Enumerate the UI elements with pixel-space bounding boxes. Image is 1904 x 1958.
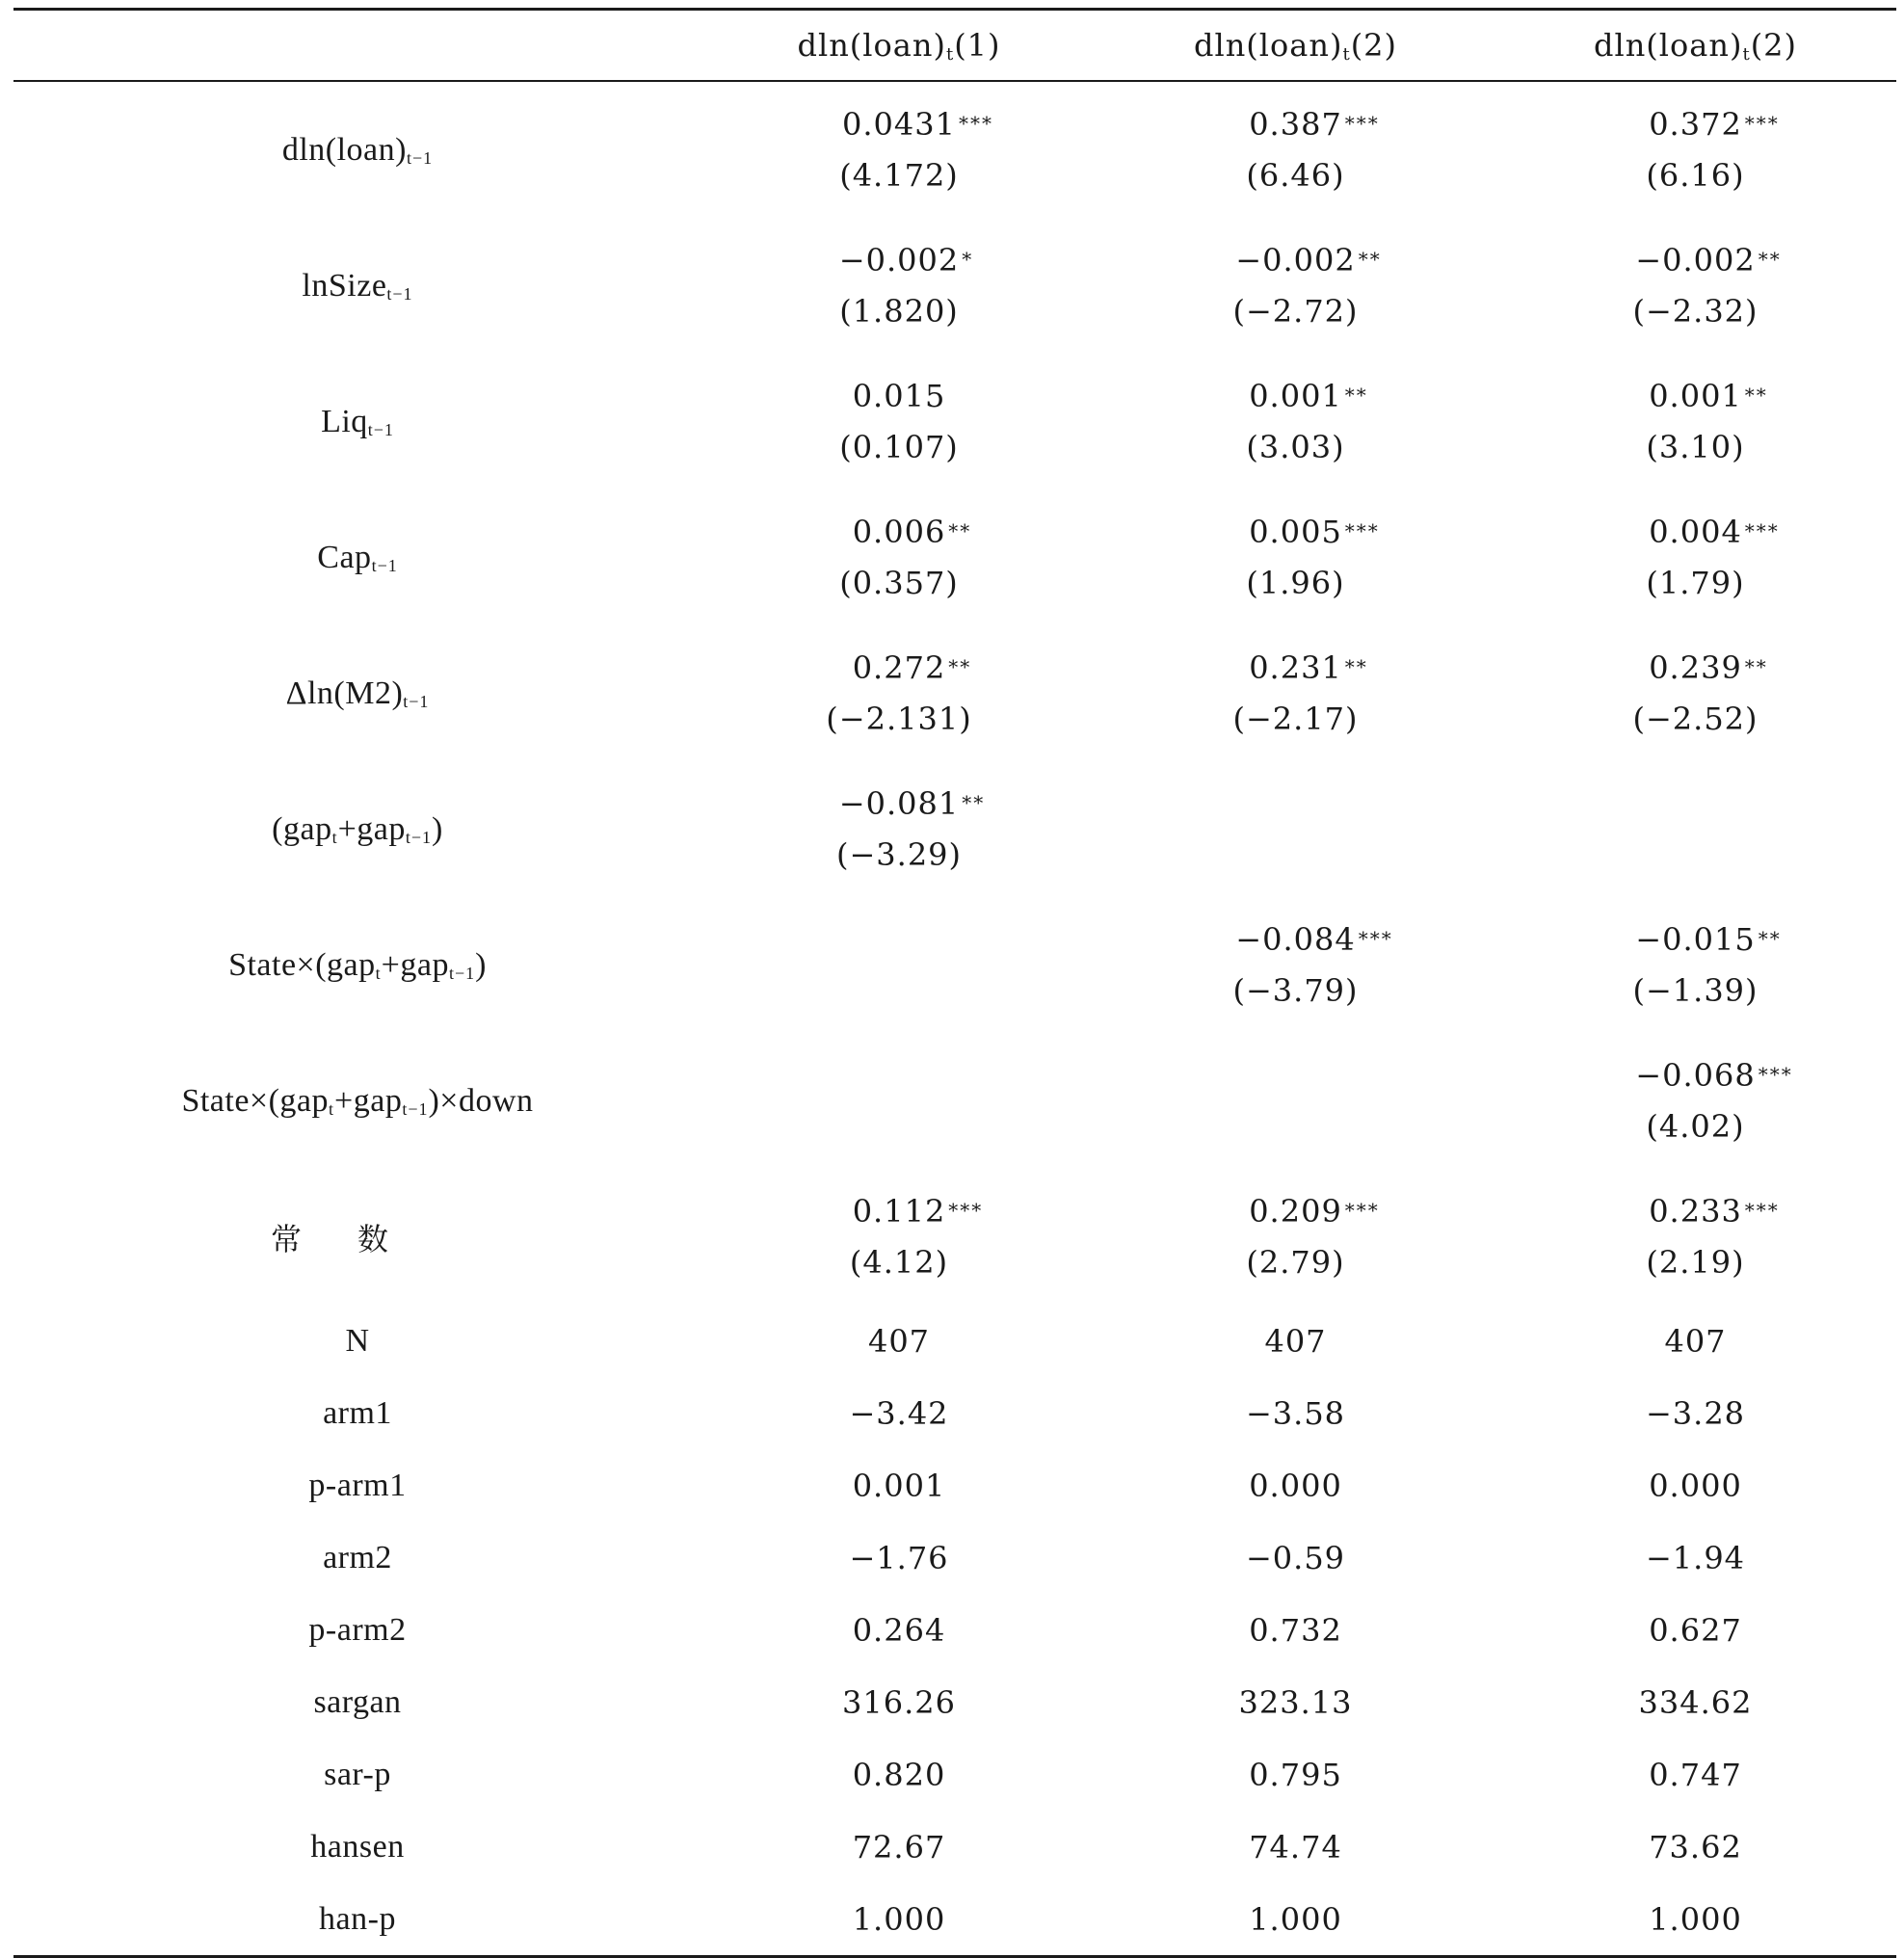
statistic-value: −1.94 bbox=[1645, 1539, 1746, 1576]
significance-stars: ** bbox=[1358, 247, 1382, 271]
statistic-value: 334.62 bbox=[1638, 1683, 1753, 1721]
header-blank bbox=[13, 11, 701, 80]
coefficient-holder bbox=[852, 648, 972, 686]
statistic-label: N bbox=[345, 1322, 370, 1359]
t-statistic: (−2.32) bbox=[1632, 292, 1759, 330]
significance-stars: * bbox=[962, 247, 974, 271]
coefficient-holder bbox=[1249, 377, 1368, 414]
row-label-text: )×down bbox=[428, 1082, 534, 1119]
statistic-label: arm1 bbox=[323, 1394, 392, 1431]
t-statistic: (−2.52) bbox=[1632, 700, 1759, 737]
coefficient-holder bbox=[1249, 1192, 1380, 1230]
row-label-subscript: t−1 bbox=[386, 283, 413, 304]
coefficient-holder bbox=[852, 1192, 984, 1230]
coefficient-cell bbox=[1494, 1033, 1896, 1169]
t-statistic: (0.107) bbox=[839, 428, 959, 465]
coefficient-value: −0.081 bbox=[838, 784, 960, 822]
coefficient-value: −0.002 bbox=[1635, 241, 1756, 278]
coefficient-cell bbox=[1494, 490, 1896, 625]
coefficient-holder bbox=[1635, 241, 1782, 278]
row-label-text: Δln(M2) bbox=[285, 675, 404, 711]
coefficient-value: −0.002 bbox=[838, 241, 960, 278]
t-statistic: (−2.17) bbox=[1232, 700, 1359, 737]
significance-stars: ** bbox=[1344, 383, 1368, 407]
t-statistic: (6.16) bbox=[1646, 156, 1745, 194]
results-table bbox=[13, 11, 1896, 80]
row-label-subscript: t bbox=[331, 827, 338, 847]
row-label-subscript: t bbox=[329, 1098, 335, 1119]
coefficient-cell bbox=[701, 218, 1097, 354]
statistic-value: 1.000 bbox=[1649, 1900, 1742, 1938]
regression-row bbox=[13, 82, 1896, 218]
significance-stars: ** bbox=[962, 790, 986, 814]
variable-label bbox=[13, 218, 701, 354]
statistic-row bbox=[13, 1811, 1896, 1883]
coefficient-value: 0.001 bbox=[1649, 377, 1742, 414]
statistic-row bbox=[13, 1883, 1896, 1955]
coefficient-cell bbox=[1494, 1169, 1896, 1305]
coefficient-cell bbox=[1494, 897, 1896, 1033]
statistic-value: 1.000 bbox=[1249, 1900, 1342, 1938]
coefficient-holder bbox=[842, 105, 993, 143]
regression-row bbox=[13, 354, 1896, 490]
statistic-value: −3.42 bbox=[849, 1394, 949, 1432]
header-row bbox=[13, 11, 1896, 80]
row-label-text: Liq bbox=[321, 403, 368, 439]
significance-stars: *** bbox=[1744, 1198, 1780, 1222]
t-statistic: (3.10) bbox=[1646, 428, 1745, 465]
row-label-subscript: t−1 bbox=[367, 419, 394, 439]
statistic-value: −3.58 bbox=[1245, 1394, 1346, 1432]
significance-stars: *** bbox=[1758, 1062, 1793, 1086]
coefficient-holder bbox=[1649, 377, 1768, 414]
statistic-value: 0.627 bbox=[1649, 1611, 1742, 1649]
significance-stars: *** bbox=[1744, 518, 1780, 542]
significance-stars: ** bbox=[948, 518, 972, 542]
coefficient-holder bbox=[1649, 648, 1768, 686]
row-label-text: State×(gap bbox=[181, 1082, 330, 1119]
coefficient-holder bbox=[1649, 513, 1780, 550]
statistic-value: 0.264 bbox=[852, 1611, 946, 1649]
t-statistic: (1.820) bbox=[839, 292, 959, 330]
statistic-row bbox=[13, 1738, 1896, 1811]
coefficient-cell bbox=[1097, 218, 1494, 354]
regression-row bbox=[13, 761, 1896, 897]
coefficient-cell bbox=[701, 354, 1097, 490]
row-label-subscript: t bbox=[375, 963, 382, 983]
t-statistic: (0.357) bbox=[839, 564, 959, 601]
coefficient-cell bbox=[1097, 490, 1494, 625]
variable-label bbox=[13, 897, 701, 1033]
coefficient-holder bbox=[1649, 105, 1780, 143]
statistic-value: 0.732 bbox=[1249, 1611, 1342, 1649]
coefficient-cell bbox=[1494, 354, 1896, 490]
regression-row bbox=[13, 1033, 1896, 1169]
significance-stars: *** bbox=[1358, 926, 1393, 950]
row-label-text: ) bbox=[432, 810, 443, 847]
coefficient-value: −0.084 bbox=[1235, 920, 1356, 958]
significance-stars: *** bbox=[958, 111, 993, 135]
row-label-text: 常数 bbox=[270, 1220, 444, 1257]
regression-row bbox=[13, 897, 1896, 1033]
significance-stars: ** bbox=[1744, 383, 1768, 407]
coefficient-cell bbox=[1097, 625, 1494, 761]
statistic-value: 72.67 bbox=[852, 1828, 946, 1865]
statistic-label: arm2 bbox=[323, 1539, 392, 1575]
significance-stars: ** bbox=[1758, 926, 1782, 950]
statistic-value: 0.820 bbox=[852, 1756, 946, 1793]
statistic-label: p-arm1 bbox=[308, 1467, 407, 1503]
coefficient-value: 0.005 bbox=[1249, 513, 1342, 550]
coefficient-value: 0.006 bbox=[852, 513, 946, 550]
statistic-value: 0.000 bbox=[1649, 1467, 1742, 1504]
row-label-text: +gap bbox=[337, 810, 406, 847]
regression-table bbox=[13, 8, 1896, 1958]
statistic-value: −3.28 bbox=[1645, 1394, 1746, 1432]
row-label-text: State×(gap bbox=[228, 946, 376, 983]
coefficient-value: 0.001 bbox=[1249, 377, 1342, 414]
significance-stars: ** bbox=[1744, 654, 1768, 678]
coefficient-holder bbox=[1235, 241, 1382, 278]
row-label-subscript: t−1 bbox=[402, 1098, 429, 1119]
coefficient-value: −0.068 bbox=[1635, 1056, 1756, 1094]
row-label-text: +gap bbox=[334, 1082, 403, 1119]
significance-stars: ** bbox=[1758, 247, 1782, 271]
coefficient-cell bbox=[1494, 218, 1896, 354]
row-label-subscript: t−1 bbox=[371, 555, 398, 575]
significance-stars: *** bbox=[948, 1198, 984, 1222]
row-label-subscript: t−1 bbox=[403, 691, 430, 711]
statistic-value: 73.62 bbox=[1649, 1828, 1742, 1865]
statistic-value: 0.795 bbox=[1249, 1756, 1342, 1793]
coefficient-cell bbox=[1097, 897, 1494, 1033]
statistic-value: 323.13 bbox=[1238, 1683, 1353, 1721]
coefficient-value: −0.015 bbox=[1635, 920, 1756, 958]
coefficient-value: 0.239 bbox=[1649, 648, 1742, 686]
row-label-text: dln(loan) bbox=[281, 131, 407, 168]
significance-stars: *** bbox=[1344, 518, 1380, 542]
coefficient-value: 0.112 bbox=[852, 1192, 946, 1230]
t-statistic: (2.79) bbox=[1246, 1243, 1345, 1281]
coefficient-cell bbox=[1097, 761, 1494, 897]
variable-label bbox=[13, 1169, 701, 1305]
coefficient-cell bbox=[701, 1033, 1097, 1169]
t-statistic: (4.02) bbox=[1646, 1107, 1745, 1145]
statistic-value: 0.000 bbox=[1249, 1467, 1342, 1504]
t-statistic: (−2.131) bbox=[826, 700, 972, 737]
t-statistic: (−2.72) bbox=[1232, 292, 1359, 330]
coefficient-holder bbox=[838, 784, 986, 822]
coefficient-holder bbox=[1235, 920, 1393, 958]
coefficient-cell bbox=[1494, 625, 1896, 761]
t-statistic: (−3.29) bbox=[835, 835, 963, 873]
statistic-value: 407 bbox=[1264, 1322, 1327, 1360]
statistic-value: 74.74 bbox=[1249, 1828, 1342, 1865]
coefficient-holder bbox=[1635, 920, 1782, 958]
coefficient-value: 0.231 bbox=[1249, 648, 1342, 686]
coefficient-cell bbox=[1494, 82, 1896, 218]
coefficient-holder bbox=[1635, 1056, 1793, 1094]
statistic-row bbox=[13, 1521, 1896, 1594]
statistic-value: 0.001 bbox=[852, 1467, 946, 1504]
significance-stars: *** bbox=[1344, 1198, 1380, 1222]
variable-label bbox=[13, 625, 701, 761]
significance-stars: ** bbox=[1344, 654, 1368, 678]
coefficient-cell bbox=[701, 625, 1097, 761]
coefficient-holder bbox=[1249, 105, 1380, 143]
coefficient-value: 0.015 bbox=[852, 377, 946, 414]
statistic-row bbox=[13, 1666, 1896, 1738]
coefficient-cell bbox=[701, 490, 1097, 625]
statistic-value: 0.747 bbox=[1649, 1756, 1742, 1793]
coefficient-cell bbox=[701, 82, 1097, 218]
significance-stars: ** bbox=[948, 654, 972, 678]
t-statistic: (4.172) bbox=[839, 156, 959, 194]
coefficient-cell bbox=[1097, 1033, 1494, 1169]
coefficient-cell bbox=[701, 897, 1097, 1033]
coefficient-value: 0.372 bbox=[1649, 105, 1742, 143]
coefficient-cell bbox=[701, 761, 1097, 897]
statistic-row bbox=[13, 1377, 1896, 1449]
coefficient-holder bbox=[1649, 1192, 1780, 1230]
coefficient-cell bbox=[701, 1169, 1097, 1305]
header-col-1: $dln(loan)_t(1)$ bbox=[797, 26, 1001, 65]
coefficient-holder bbox=[838, 241, 974, 278]
statistic-value: −0.59 bbox=[1245, 1539, 1346, 1576]
t-statistic: (1.96) bbox=[1246, 564, 1345, 601]
row-label-text: Cap bbox=[317, 539, 372, 575]
coefficient-value: −0.002 bbox=[1235, 241, 1356, 278]
significance-stars: *** bbox=[1744, 111, 1780, 135]
statistic-value: −1.76 bbox=[849, 1539, 949, 1576]
coefficient-holder bbox=[852, 513, 972, 550]
variable-label bbox=[13, 82, 701, 218]
regression-row bbox=[13, 218, 1896, 354]
row-label-text: (gap bbox=[272, 810, 332, 847]
results-body bbox=[13, 82, 1896, 1955]
statistic-label: sargan bbox=[313, 1683, 402, 1720]
row-label-text: lnSize bbox=[302, 267, 387, 304]
regression-row bbox=[13, 490, 1896, 625]
coefficient-holder bbox=[1249, 513, 1380, 550]
variable-label bbox=[13, 354, 701, 490]
coefficient-cell bbox=[1097, 1169, 1494, 1305]
statistic-value: 316.26 bbox=[842, 1683, 956, 1721]
statistic-label: hansen bbox=[310, 1828, 405, 1865]
statistic-value: 407 bbox=[867, 1322, 931, 1360]
t-statistic: (−1.39) bbox=[1632, 971, 1759, 1009]
variable-label bbox=[13, 1033, 701, 1169]
t-statistic: (4.12) bbox=[849, 1243, 949, 1281]
variable-label bbox=[13, 490, 701, 625]
statistic-label: han-p bbox=[319, 1900, 396, 1937]
t-statistic: (1.79) bbox=[1646, 564, 1745, 601]
coefficient-value: 0.0431 bbox=[842, 105, 956, 143]
statistic-label: p-arm2 bbox=[308, 1611, 407, 1648]
regression-row bbox=[13, 1169, 1896, 1305]
coefficient-cell bbox=[1097, 354, 1494, 490]
statistic-value: 1.000 bbox=[852, 1900, 946, 1938]
statistic-value: 407 bbox=[1664, 1322, 1727, 1360]
coefficient-value: 0.233 bbox=[1649, 1192, 1742, 1230]
regression-row bbox=[13, 625, 1896, 761]
coefficient-holder bbox=[1249, 648, 1368, 686]
row-label-subscript: t−1 bbox=[406, 147, 434, 168]
coefficient-value: 0.387 bbox=[1249, 105, 1342, 143]
coefficient-value: 0.272 bbox=[852, 648, 946, 686]
header-col-3: $dln(loan)_t(2)$ bbox=[1593, 26, 1798, 65]
coefficient-cell bbox=[1494, 761, 1896, 897]
variable-label bbox=[13, 761, 701, 897]
row-label-text: +gap bbox=[381, 946, 449, 983]
t-statistic: (3.03) bbox=[1246, 428, 1345, 465]
row-label-subscript: t−1 bbox=[405, 827, 433, 847]
statistic-label: sar-p bbox=[324, 1756, 391, 1792]
statistic-row bbox=[13, 1594, 1896, 1666]
row-label-text: ) bbox=[475, 946, 487, 983]
t-statistic: (−3.79) bbox=[1232, 971, 1359, 1009]
coefficient-value: 0.209 bbox=[1249, 1192, 1342, 1230]
statistic-row bbox=[13, 1449, 1896, 1521]
coefficient-value: 0.004 bbox=[1649, 513, 1742, 550]
row-label-subscript: t−1 bbox=[448, 963, 476, 983]
t-statistic: (6.46) bbox=[1246, 156, 1345, 194]
coefficient-cell bbox=[1097, 82, 1494, 218]
statistic-row bbox=[13, 1305, 1896, 1377]
t-statistic: (2.19) bbox=[1646, 1243, 1745, 1281]
significance-stars: *** bbox=[1344, 111, 1380, 135]
header-col-2: $dln(loan)_t(2)$ bbox=[1193, 26, 1398, 65]
